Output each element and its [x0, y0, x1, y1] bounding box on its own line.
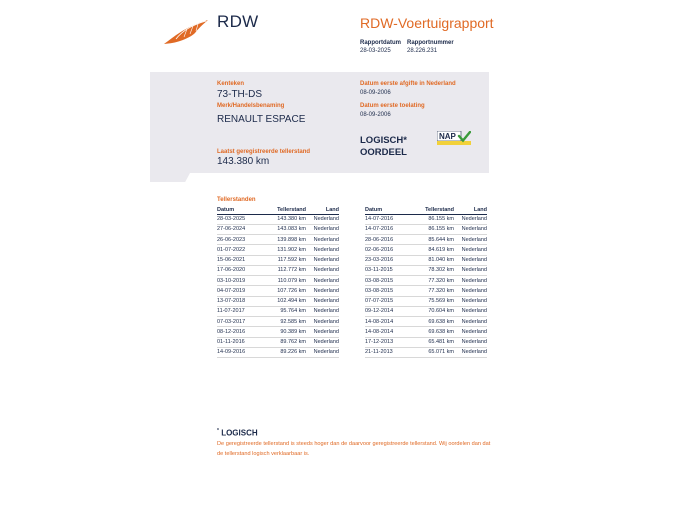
- row-date: 14-09-2016: [217, 347, 262, 357]
- row-odometer: 85.644 km: [409, 235, 454, 245]
- row-country: Nederland: [306, 214, 339, 224]
- row-odometer: 78.302 km: [409, 265, 454, 275]
- row-odometer: 89.226 km: [262, 347, 306, 357]
- row-country: Nederland: [306, 327, 339, 337]
- table-header: [217, 206, 339, 214]
- row-date: 17-06-2020: [217, 265, 262, 275]
- row-odometer: 90.389 km: [262, 327, 306, 337]
- row-odometer: 77.320 km: [409, 276, 454, 286]
- odometer-history-left: [217, 206, 339, 358]
- first-admission-date: 08-09-2006: [360, 90, 391, 96]
- row-date: 14-08-2014: [365, 327, 409, 337]
- row-odometer: 89.762 km: [262, 337, 306, 347]
- row-odometer: 75.569 km: [409, 296, 454, 306]
- row-country: Nederland: [306, 317, 339, 327]
- row-date: 03-08-2015: [365, 286, 409, 296]
- table-row: [365, 296, 487, 306]
- table-row: [365, 245, 487, 255]
- table-row: [365, 286, 487, 296]
- row-odometer: 70.604 km: [409, 306, 454, 316]
- row-date: 11-07-2017: [217, 306, 262, 316]
- col-odometer: Tellerstand: [409, 206, 454, 214]
- table-row: [217, 317, 339, 327]
- row-date: 02-06-2016: [365, 245, 409, 255]
- table-row: [217, 235, 339, 245]
- table-row: [217, 327, 339, 337]
- row-odometer: 95.764 km: [262, 306, 306, 316]
- col-country: Land: [454, 206, 487, 214]
- table-row: [217, 214, 339, 224]
- row-date: 28-03-2025: [217, 214, 262, 224]
- row-date: 08-12-2016: [217, 327, 262, 337]
- row-odometer: 69.638 km: [409, 317, 454, 327]
- row-date: 21-11-2013: [365, 347, 409, 357]
- row-odometer: 110.079 km: [262, 276, 306, 286]
- table-row: [217, 265, 339, 275]
- row-country: Nederland: [306, 347, 339, 357]
- table-header: [365, 206, 487, 214]
- report-number-label: Rapportnummer: [407, 40, 454, 46]
- row-date: 07-07-2015: [365, 296, 409, 306]
- row-odometer: 139.898 km: [262, 235, 306, 245]
- table-row: [217, 245, 339, 255]
- row-odometer: 86.155 km: [409, 214, 454, 224]
- first-admission-label: Datum eerste afgifte in Nederland: [360, 81, 456, 87]
- row-date: 03-10-2019: [217, 276, 262, 286]
- row-country: Nederland: [454, 245, 487, 255]
- row-odometer: 69.638 km: [409, 327, 454, 337]
- row-date: 01-11-2016: [217, 337, 262, 347]
- row-country: Nederland: [306, 265, 339, 275]
- row-date: 03-08-2015: [365, 276, 409, 286]
- row-date: 28-06-2016: [365, 235, 409, 245]
- row-country: Nederland: [454, 286, 487, 296]
- verdict-line1: LOGISCH*: [360, 135, 407, 146]
- row-country: Nederland: [454, 265, 487, 275]
- row-odometer: 92.585 km: [262, 317, 306, 327]
- vehicle-make: RENAULT ESPACE: [217, 114, 306, 125]
- row-date: 04-07-2019: [217, 286, 262, 296]
- first-registration-date: 08-09-2006: [360, 112, 391, 118]
- row-date: 23-03-2016: [365, 255, 409, 265]
- row-country: Nederland: [306, 337, 339, 347]
- row-country: Nederland: [454, 337, 487, 347]
- row-date: 14-08-2014: [365, 317, 409, 327]
- row-country: Nederland: [306, 286, 339, 296]
- nap-text: NAP: [439, 132, 456, 141]
- row-odometer: 112.772 km: [262, 265, 306, 275]
- row-country: Nederland: [454, 235, 487, 245]
- table-row: [365, 347, 487, 357]
- row-date: 14-07-2016: [365, 214, 409, 224]
- odometer-history-right: [365, 206, 487, 358]
- report-date: 28-03-2025: [360, 48, 391, 54]
- row-date: 01-07-2022: [217, 245, 262, 255]
- row-date: 17-12-2013: [365, 337, 409, 347]
- table-row: [365, 327, 487, 337]
- table-row: [217, 224, 339, 234]
- row-odometer: 84.619 km: [409, 245, 454, 255]
- table-row: [217, 306, 339, 316]
- row-date: 26-06-2023: [217, 235, 262, 245]
- footnote-text: De geregistreerde tellerstand is steeds hoger dan de daarvoor geregistreerde tellerstand. Wij oordelen dan dat de tellerstand logisch verklaarbaar is.: [217, 441, 491, 457]
- row-country: Nederland: [454, 347, 487, 357]
- footnote-heading: LOGISCH: [221, 428, 258, 438]
- row-odometer: 81.040 km: [409, 255, 454, 265]
- make-label: Merk/Handelsbenaming: [217, 103, 285, 109]
- col-country: Land: [306, 206, 339, 214]
- table-row: [365, 317, 487, 327]
- row-odometer: 65.071 km: [409, 347, 454, 357]
- brand-name: RDW: [217, 12, 259, 31]
- footnote-title: [217, 428, 258, 438]
- row-date: 09-12-2014: [365, 306, 409, 316]
- table-row: [365, 306, 487, 316]
- history-title: Tellerstanden: [217, 197, 256, 203]
- row-country: Nederland: [454, 317, 487, 327]
- row-country: Nederland: [454, 224, 487, 234]
- table-row: [365, 224, 487, 234]
- row-odometer: 143.380 km: [262, 214, 306, 224]
- nap-logo: [437, 131, 471, 146]
- odometer-value: 143.380 km: [217, 156, 270, 167]
- report-number: 28.226.231: [407, 48, 438, 54]
- panel-tail: [150, 173, 190, 182]
- row-country: Nederland: [306, 235, 339, 245]
- table-row: [365, 276, 487, 286]
- plate-label: Kenteken: [217, 81, 245, 87]
- table-row: [217, 296, 339, 306]
- report-title: RDW-Voertuigrapport: [360, 15, 494, 31]
- row-country: Nederland: [306, 224, 339, 234]
- row-country: Nederland: [454, 214, 487, 224]
- table-row: [365, 235, 487, 245]
- row-date: 03-11-2015: [365, 265, 409, 275]
- table-row: [365, 337, 487, 347]
- row-country: Nederland: [306, 245, 339, 255]
- row-date: 27-06-2024: [217, 224, 262, 234]
- row-country: Nederland: [454, 296, 487, 306]
- row-odometer: 77.320 km: [409, 286, 454, 296]
- row-country: Nederland: [306, 255, 339, 265]
- row-date: 13-07-2018: [217, 296, 262, 306]
- row-odometer: 143.083 km: [262, 224, 306, 234]
- col-date: Datum: [365, 206, 409, 214]
- verdict: [360, 135, 407, 159]
- row-country: Nederland: [306, 306, 339, 316]
- row-odometer: 117.592 km: [262, 255, 306, 265]
- row-country: Nederland: [454, 306, 487, 316]
- first-registration-label: Datum eerste toelating: [360, 103, 425, 109]
- table-row: [217, 337, 339, 347]
- rdw-logo: [162, 17, 212, 47]
- row-odometer: 65.481 km: [409, 337, 454, 347]
- row-country: Nederland: [454, 327, 487, 337]
- row-country: Nederland: [306, 296, 339, 306]
- table-row: [365, 255, 487, 265]
- row-country: Nederland: [454, 276, 487, 286]
- odometer-label: Laatst geregistreerde tellerstand: [217, 149, 311, 155]
- row-date: 14-07-2016: [365, 224, 409, 234]
- report-date-label: Rapportdatum: [360, 40, 401, 46]
- row-country: Nederland: [306, 276, 339, 286]
- table-row: [217, 276, 339, 286]
- footnote-marker: *: [217, 428, 219, 434]
- col-date: Datum: [217, 206, 262, 214]
- license-plate: 73-TH-DS: [217, 89, 263, 100]
- row-country: Nederland: [454, 255, 487, 265]
- row-date: 07-03-2017: [217, 317, 262, 327]
- row-odometer: 107.726 km: [262, 286, 306, 296]
- row-date: 15-06-2021: [217, 255, 262, 265]
- table-row: [217, 255, 339, 265]
- verdict-line2: OORDEEL: [360, 147, 407, 158]
- row-odometer: 86.155 km: [409, 224, 454, 234]
- row-odometer: 131.902 km: [262, 245, 306, 255]
- table-row: [217, 347, 339, 357]
- table-row: [365, 265, 487, 275]
- row-odometer: 102.494 km: [262, 296, 306, 306]
- table-row: [365, 214, 487, 224]
- table-row: [217, 286, 339, 296]
- vehicle-summary-panel: [150, 72, 489, 173]
- col-odometer: Tellerstand: [262, 206, 306, 214]
